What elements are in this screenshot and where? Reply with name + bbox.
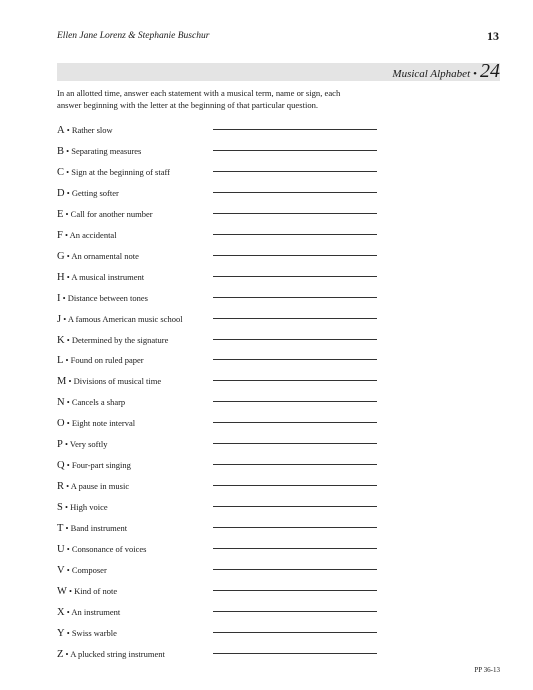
question-clue: A pause in music [70,481,130,492]
answer-blank[interactable] [213,234,377,235]
answer-blank[interactable] [213,611,377,612]
question-item-n [57,392,377,409]
question-clue: Determined by the signature [71,334,169,345]
question-item-d [57,183,377,197]
question-item-j [57,309,377,323]
question-letter: Z [57,648,64,660]
bullet: • [64,334,72,345]
question-item-i [57,288,377,302]
question-clue: An ornamental note [71,250,139,261]
bullet: • [64,271,72,282]
question-item-t [57,518,377,535]
answer-blank[interactable] [213,527,377,528]
question-letter: P [57,439,63,451]
bullet: • [64,145,72,156]
question-letter: F [57,229,63,241]
question-clue: High voice [70,502,108,513]
bullet: • [64,606,72,617]
question-clue: Swiss warble [71,627,117,638]
question-clue: Separating measures [71,145,142,156]
question-item-q [57,455,377,472]
question-letter: J [57,313,62,325]
footer-code: PP 36-13 [474,666,500,674]
question-item-r [57,476,377,493]
bullet: • [64,418,72,429]
question-clue: Composer [71,564,107,575]
answer-blank[interactable] [213,443,377,444]
bullet: • [62,502,71,513]
question-clue: A plucked string instrument [70,648,165,659]
bullet: • [64,544,72,554]
question-letter: L [57,355,64,367]
question-item-y [57,623,377,637]
question-letter: U [57,544,65,555]
question-item-s [57,497,377,514]
question-item-x [57,602,377,616]
question-letter: M [57,376,67,388]
question-letter: N [57,397,65,409]
question-item-g [57,246,377,260]
question-item-z [57,644,377,658]
page-title [392,61,500,81]
question-clue: Eight note interval [71,418,136,429]
bullet: • [64,481,71,492]
question-clue: A famous American music school [67,313,183,324]
question-clue: Getting softer [71,187,119,198]
question-item-p [57,434,377,451]
question-letter: B [57,145,65,157]
question-item-f [57,225,377,239]
question-letter: G [57,250,65,262]
answer-blank[interactable] [213,359,377,360]
bullet: • [63,355,71,366]
question-item-w [57,581,377,595]
question-clue: Four-part singing [71,460,131,471]
bullet: • [66,376,74,387]
bullet: • [64,564,72,575]
question-clue: An instrument [71,606,121,617]
bullet: • [64,627,72,638]
page-number: 13 [487,29,499,43]
bullet: • [64,166,72,177]
question-clue: Kind of note [74,585,118,596]
question-letter: A [57,125,65,136]
answer-blank[interactable] [213,213,377,214]
answer-blank[interactable] [213,485,377,486]
bullet: • [60,292,68,303]
bullet: • [62,439,70,450]
answer-blank[interactable] [213,590,377,591]
question-clue: Rather slow [71,125,113,135]
answer-blank[interactable] [213,569,377,570]
question-item-b [57,141,377,155]
question-clue: Sign at the beginning of staff [71,166,171,177]
question-letter: X [57,606,65,618]
question-letter: Q [57,460,65,472]
question-clue: Call for another number [70,208,153,219]
question-item-o [57,413,377,430]
question-clue: Distance between tones [67,292,148,303]
question-item-a [57,120,377,134]
question-item-e [57,204,377,218]
question-item-l [57,350,377,367]
answer-blank[interactable] [213,632,377,633]
question-letter: H [57,271,65,283]
answer-blank[interactable] [213,506,377,507]
question-clue: Band instrument [70,523,128,534]
question-letter: T [57,523,64,535]
question-clue: Divisions of musical time [73,376,162,387]
question-clue: An accidental [69,229,117,240]
question-item-u [57,539,377,553]
answer-blank[interactable] [213,192,377,193]
title-bullet: • [473,68,477,80]
title-bar [57,60,500,82]
question-letter: E [57,208,64,220]
question-clue: Cancels a sharp [71,397,126,408]
bullet: • [63,648,71,659]
answer-blank[interactable] [213,129,377,130]
answer-blank[interactable] [213,401,377,402]
bullet: • [64,397,72,408]
answer-blank[interactable] [213,464,377,465]
question-item-c [57,162,377,176]
title-label: Musical Alphabet [392,68,471,80]
question-letter: O [57,418,65,430]
answer-blank[interactable] [213,276,377,277]
bullet: • [63,523,71,534]
answer-blank[interactable] [213,171,377,172]
answer-blank[interactable] [213,380,377,381]
question-letter: K [57,334,65,346]
answer-blank[interactable] [213,318,377,319]
question-clue: Very softly [69,439,108,450]
bullet: • [64,250,72,261]
question-letter: W [57,585,67,597]
question-clue: A musical instrument [71,271,145,282]
question-letter: D [57,187,65,199]
bullet: • [63,208,71,219]
activity-number: 24 [480,60,500,82]
answer-blank[interactable] [213,297,377,298]
question-item-k [57,330,377,344]
question-clue: Found on ruled paper [70,355,144,366]
question-letter: C [57,166,65,178]
answer-blank[interactable] [213,255,377,256]
answer-blank[interactable] [213,653,377,654]
answer-blank[interactable] [213,150,377,151]
bullet: • [66,585,75,596]
question-letter: V [57,564,65,576]
question-letter: R [57,481,65,493]
question-letter: S [57,502,63,514]
question-letter: I [57,292,61,304]
answer-blank[interactable] [213,422,377,423]
bullet: • [62,229,70,240]
question-letter: Y [57,627,65,639]
question-item-h [57,267,377,281]
bullet: • [64,125,72,135]
answer-blank[interactable] [213,339,377,340]
bullet: • [61,313,68,324]
question-item-m [57,371,377,388]
question-clue: Consonance of voices [71,544,147,554]
answer-blank[interactable] [213,548,377,549]
header-authors: Ellen Jane Lorenz & Stephanie Buschur [57,31,210,41]
instructions: In an allotted time, answer each statement with a musical term, name or sign, each answer beginning with the letter at the beginning of that particular question. [57,88,341,110]
question-item-v [57,560,377,574]
bullet: • [64,460,72,471]
bullet: • [64,187,72,198]
